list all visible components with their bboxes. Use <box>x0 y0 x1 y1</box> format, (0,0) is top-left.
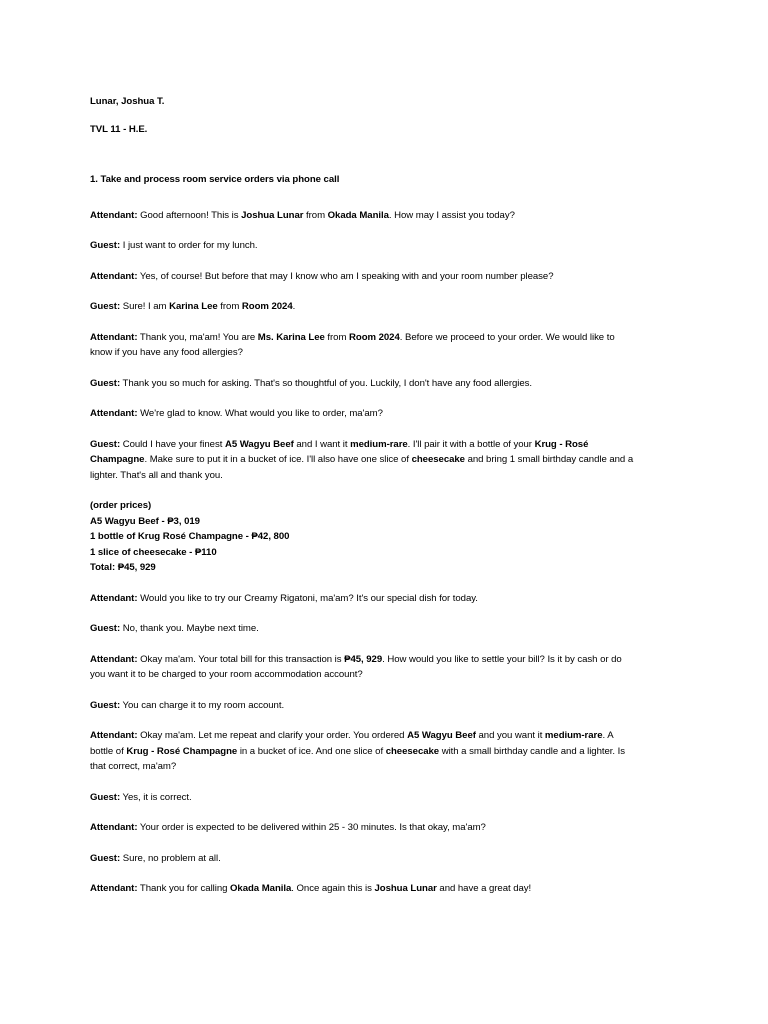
dialogue-turn <box>90 406 690 422</box>
speaker-label: Attendant: <box>90 270 138 282</box>
speaker-label: Guest: <box>90 699 121 711</box>
dialogue-turn <box>90 376 690 392</box>
dialogue-text: Yes, of course! But before that may I know who am I speaking with and your room number please? <box>139 270 554 282</box>
dialogue-turn <box>90 621 690 637</box>
emphasis-text: Room 2024 <box>241 301 293 312</box>
dialogue-text: in a bucket of ice. And one slice of <box>237 745 386 757</box>
emphasis-text: ₱45, 929 <box>344 653 383 665</box>
emphasis-text: cheesecake <box>411 454 465 465</box>
dialogue-text: and have a great day! <box>436 883 532 894</box>
speaker-label: Attendant: <box>90 209 138 221</box>
speaker-label: Attendant: <box>90 730 138 741</box>
dialogue-text: that correct, ma'am? <box>90 761 177 772</box>
dialogue-turn <box>90 851 690 867</box>
dialogue-text: Thank you, ma'am! You are <box>139 331 258 343</box>
dialogue-text: Good afternoon! This is <box>140 209 242 221</box>
dialogue-text: Thank you for calling <box>139 883 231 894</box>
speaker-label: Attendant: <box>90 883 138 894</box>
order-price-item: 1 bottle of Krug Rosé Champagne - ₱42, 800 <box>90 531 290 542</box>
speaker-label: Guest: <box>90 377 121 389</box>
speaker-label: Attendant: <box>90 592 138 604</box>
emphasis-text: Krug - Rosé <box>534 438 589 450</box>
dialogue-text: and you want it <box>475 730 545 741</box>
dialogue-text: . Before we proceed to your order. We would like to <box>399 331 615 343</box>
dialogue-text: . I'll pair it with a bottle of your <box>407 438 535 450</box>
document-body <box>90 94 690 897</box>
dialogue-text: from <box>217 301 242 312</box>
dialogue-text: you want it to be charged to your room accommodation account? <box>90 669 363 680</box>
dialogue-text: Sure! I am <box>122 301 170 312</box>
emphasis-text: Joshua Lunar <box>241 209 304 221</box>
dialogue-turn <box>90 437 690 484</box>
dialogue-turn <box>90 652 690 683</box>
emphasis-text: Room 2024 <box>349 331 400 343</box>
speaker-label: Attendant: <box>90 653 138 665</box>
order-prices <box>90 498 690 576</box>
dialogue-turn <box>90 208 690 224</box>
dialogue-turn <box>90 238 690 254</box>
speaker-label: Attendant: <box>90 331 138 343</box>
order-prices-heading: (order prices) <box>90 500 152 511</box>
student-name: Lunar, Joshua T. <box>90 96 165 107</box>
speaker-label: Guest: <box>90 852 121 864</box>
dialogue-text: Yes, it is correct. <box>122 791 192 803</box>
dialogue-text: and I want it <box>293 438 351 450</box>
dialogue-text: You can charge it to my room account. <box>122 699 285 711</box>
emphasis-text: A5 Wagyu Beef <box>224 438 294 450</box>
order-price-item: 1 slice of cheesecake - ₱110 <box>90 546 217 558</box>
order-price-item: A5 Wagyu Beef - ₱3, 019 <box>90 515 200 527</box>
speaker-label: Guest: <box>90 240 121 251</box>
speaker-label: Guest: <box>90 301 121 312</box>
emphasis-text: medium-rare <box>544 730 603 741</box>
dialogue-text: from <box>324 331 350 343</box>
speaker-label: Guest: <box>90 623 121 634</box>
dialogue-text: with a small birthday candle and a lighter. Is <box>439 745 625 757</box>
dialogue-text: . Make sure to put it in a bucket of ice. I'll also have one slice of <box>144 454 412 465</box>
dialogue-text: lighter. That's all and thank you. <box>90 469 223 481</box>
dialogue-text: . How would you like to settle your bill? Is it by cash or do <box>382 653 622 665</box>
order-total: Total: ₱45, 929 <box>90 562 156 573</box>
dialogue-text: and bring 1 small birthday candle and a <box>464 454 634 465</box>
speaker-label: Guest: <box>90 438 121 450</box>
emphasis-text: Champagne <box>90 454 145 465</box>
emphasis-text: Okada Manila <box>230 883 292 894</box>
dialogue-text: . How may I assist you today? <box>388 209 515 221</box>
dialogue-text: Okay ma'am. Your total bill for this transaction is <box>140 653 345 665</box>
dialogue-text: I just want to order for my lunch. <box>122 240 258 251</box>
dialogue-text: from <box>303 209 328 221</box>
emphasis-text: Okada Manila <box>327 209 389 221</box>
dialogue-text: Sure, no problem at all. <box>122 852 221 864</box>
dialogue-text: . <box>292 301 296 312</box>
emphasis-text: Joshua Lunar <box>374 883 437 894</box>
emphasis-text: A5 Wagyu Beef <box>407 730 476 741</box>
dialogue-turn <box>90 269 690 285</box>
student-section: TVL 11 - H.E. <box>90 123 148 135</box>
dialogue-text: . Once again this is <box>291 883 375 894</box>
dialogue-text: Would you like to try our Creamy Rigatoni, ma'am? It's our special dish for today. <box>140 592 478 604</box>
dialogue-turn <box>90 790 690 806</box>
dialogue-turn <box>90 299 690 315</box>
speaker-label: Attendant: <box>90 822 138 833</box>
dialogue-text: know if you have any food allergies? <box>90 347 243 358</box>
dialogue-turn <box>90 698 690 714</box>
dialogue-text: Thank you so much for asking. That's so thoughtful of you. Luckily, I don't have any food allergies. <box>122 377 533 389</box>
dialogue-turn <box>90 728 690 775</box>
dialogue-text: Could I have your finest <box>122 438 225 450</box>
emphasis-text: Ms. Karina Lee <box>257 331 325 343</box>
dialogue-section-2 <box>90 591 690 897</box>
speaker-label: Attendant: <box>90 408 138 419</box>
dialogue-turn <box>90 591 690 607</box>
dialogue-turn <box>90 881 690 897</box>
dialogue-text: We're glad to know. What would you like to order, ma'am? <box>140 408 383 419</box>
speaker-label: Guest: <box>90 791 121 803</box>
emphasis-text: medium-rare <box>350 438 408 450</box>
dialogue-text: No, thank you. Maybe next time. <box>122 623 259 634</box>
emphasis-text: Krug - Rosé Champagne <box>126 745 238 757</box>
dialogue-text: Your order is expected to be delivered within 25 - 30 minutes. Is that okay, ma'am? <box>139 822 486 833</box>
emphasis-text: Karina Lee <box>169 301 218 312</box>
dialogue-turn <box>90 330 690 361</box>
dialogue-turn <box>90 820 690 836</box>
dialogue-text: Okay ma'am. Let me repeat and clarify your order. You ordered <box>140 730 408 741</box>
emphasis-text: cheesecake <box>385 745 440 757</box>
dialogue-text: bottle of <box>90 745 127 757</box>
dialogue-section-1 <box>90 208 690 484</box>
dialogue-text: . A <box>602 730 614 741</box>
task-title: 1. Take and process room service orders via phone call <box>90 174 340 185</box>
